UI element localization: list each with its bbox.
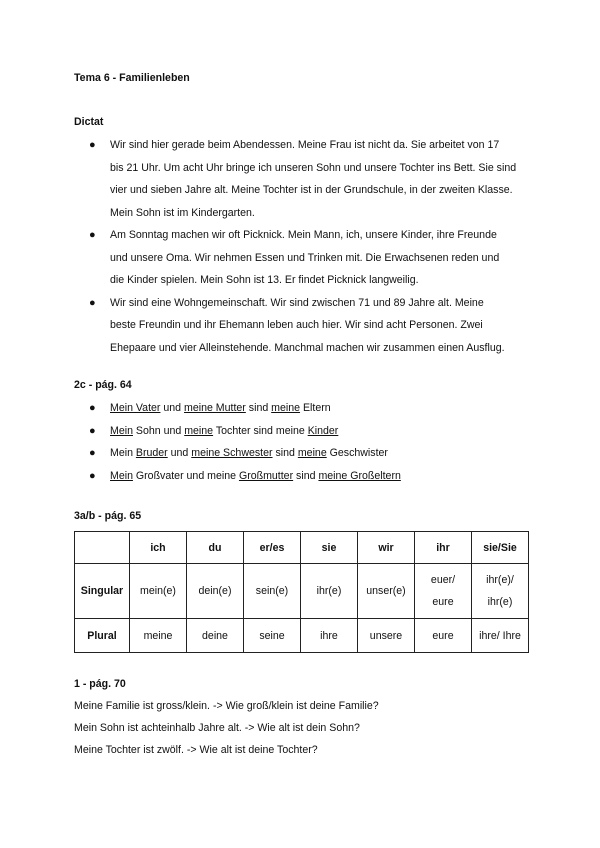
bullet-icon: ● xyxy=(89,424,96,437)
word: Großvater und meine xyxy=(132,469,239,482)
example-item xyxy=(74,420,544,443)
word: Mein xyxy=(110,424,133,437)
example-item xyxy=(74,442,544,465)
word: meine Großeltern xyxy=(318,469,401,482)
example-item xyxy=(74,397,544,420)
table-header-cell: sie/Sie xyxy=(472,532,529,564)
question-line: Mein Sohn ist achteinhalb Jahre alt. -> Wie alt ist dein Sohn? xyxy=(74,722,360,734)
bullet-icon: ● xyxy=(89,229,96,241)
bullet-icon: ● xyxy=(89,296,96,309)
cell-line: ihr(e)/ xyxy=(486,574,514,586)
table-header-cell: du xyxy=(187,532,244,564)
word: Mein xyxy=(110,469,133,482)
cell-line: ihr(e) xyxy=(487,596,513,608)
question-line: Meine Tochter ist zwölf. -> Wie alt ist deine Tochter? xyxy=(74,744,318,756)
possessive-table xyxy=(74,531,529,653)
table-cell: meine xyxy=(130,619,187,653)
word: Großmutter xyxy=(238,469,294,482)
table-cell: seine xyxy=(244,619,301,653)
table-row-singular xyxy=(75,564,529,619)
word: meine Mutter xyxy=(184,402,246,414)
table-cell: unsere xyxy=(358,619,415,653)
text-line: vier und sieben Jahre alt. Meine Tochter ist in der Grundschule, in der zweiten Klasse. xyxy=(110,184,513,196)
word: Mein xyxy=(110,447,136,459)
table-cell: ihre xyxy=(301,619,358,653)
table-header-cell: sie xyxy=(301,532,358,564)
table-cell: dein(e) xyxy=(187,564,244,619)
table-cell: eure xyxy=(415,619,472,653)
bullet-icon: ● xyxy=(89,469,96,482)
possessive-examples-list xyxy=(74,397,544,487)
bullet-icon: ● xyxy=(89,447,96,459)
text-line: Wir sind eine Wohngemeinschaft. Wir sind zwischen 71 und 89 Jahre alt. Meine xyxy=(110,296,484,309)
page-title: Tema 6 - Familienleben xyxy=(74,72,190,84)
text-line: Mein Sohn ist im Kindergarten. xyxy=(110,206,255,219)
word: sind xyxy=(272,447,298,459)
table-cell: ihre/ Ihre xyxy=(472,619,529,653)
table-row-plural xyxy=(75,619,529,653)
table-header-cell: wir xyxy=(358,532,415,564)
word: sind xyxy=(293,469,319,482)
text-line: beste Freundin und ihr Ehemann leben auch hier. Wir sind acht Personen. Zwei xyxy=(110,319,483,331)
cell-line: euer/ xyxy=(430,574,456,586)
example-item xyxy=(74,465,544,488)
table-cell xyxy=(472,564,529,619)
row-label: Singular xyxy=(75,564,130,619)
word: Mein Vater xyxy=(110,402,161,414)
word: meine xyxy=(297,447,327,459)
word: Sohn und xyxy=(132,424,185,437)
text-line: bis 21 Uhr. Um acht Uhr bringe ich unseren Sohn und unsere Tochter ins Bett. Sie sind xyxy=(110,161,517,174)
table-header-cell: er/es xyxy=(244,532,301,564)
dictat-list xyxy=(74,134,544,359)
table-cell: ihr(e) xyxy=(301,564,358,619)
dictat-item xyxy=(74,224,544,292)
table-cell: deine xyxy=(187,619,244,653)
section-2c-heading: 2c - pág. 64 xyxy=(74,379,132,391)
word: meine xyxy=(184,424,214,437)
dictat-item xyxy=(74,134,544,224)
word: Eltern xyxy=(300,402,331,414)
table-header-cell xyxy=(75,532,130,564)
table-cell: mein(e) xyxy=(130,564,187,619)
table-cell: sein(e) xyxy=(244,564,301,619)
section-3ab-heading: 3a/b - pág. 65 xyxy=(74,510,142,522)
cell-line: eure xyxy=(432,596,454,608)
word: Bruder xyxy=(135,447,168,459)
word: meine xyxy=(271,402,301,414)
text-line: die Kinder spielen. Mein Sohn ist 13. Er findet Picknick langweilig. xyxy=(110,274,419,286)
bullet-icon: ● xyxy=(89,139,96,151)
word: Tochter sind meine xyxy=(213,424,308,437)
table-header-cell: ich xyxy=(130,532,187,564)
table-header-row xyxy=(75,532,529,564)
bullet-icon: ● xyxy=(89,402,96,414)
text-line: Ehepaare und vier Alleinstehende. Manchmal machen wir zusammen einen Ausflug. xyxy=(110,341,505,354)
word: Geschwister xyxy=(326,447,388,459)
table-header-cell: ihr xyxy=(415,532,472,564)
section-1-heading: 1 - pág. 70 xyxy=(74,678,126,690)
word: meine Schwester xyxy=(191,447,273,459)
word: und xyxy=(160,402,185,414)
question-line: Meine Familie ist gross/klein. -> Wie groß/klein ist deine Familie? xyxy=(74,700,379,712)
table-cell xyxy=(415,564,472,619)
text-line: Am Sonntag machen wir oft Picknick. Mein Mann, ich, unsere Kinder, ihre Freunde xyxy=(110,229,497,241)
table-cell: unser(e) xyxy=(358,564,415,619)
word: Kinder xyxy=(307,424,339,437)
dictat-heading: Dictat xyxy=(74,116,104,128)
text-line: Wir sind hier gerade beim Abendessen. Meine Frau ist nicht da. Sie arbeitet von 17 xyxy=(110,139,500,151)
word: und xyxy=(167,447,192,459)
dictat-item xyxy=(74,292,544,360)
row-label: Plural xyxy=(75,619,130,653)
word: sind xyxy=(245,402,272,414)
text-line: und unsere Oma. Wir nehmen Essen und Trinken mit. Die Erwachsenen reden und xyxy=(110,251,500,264)
